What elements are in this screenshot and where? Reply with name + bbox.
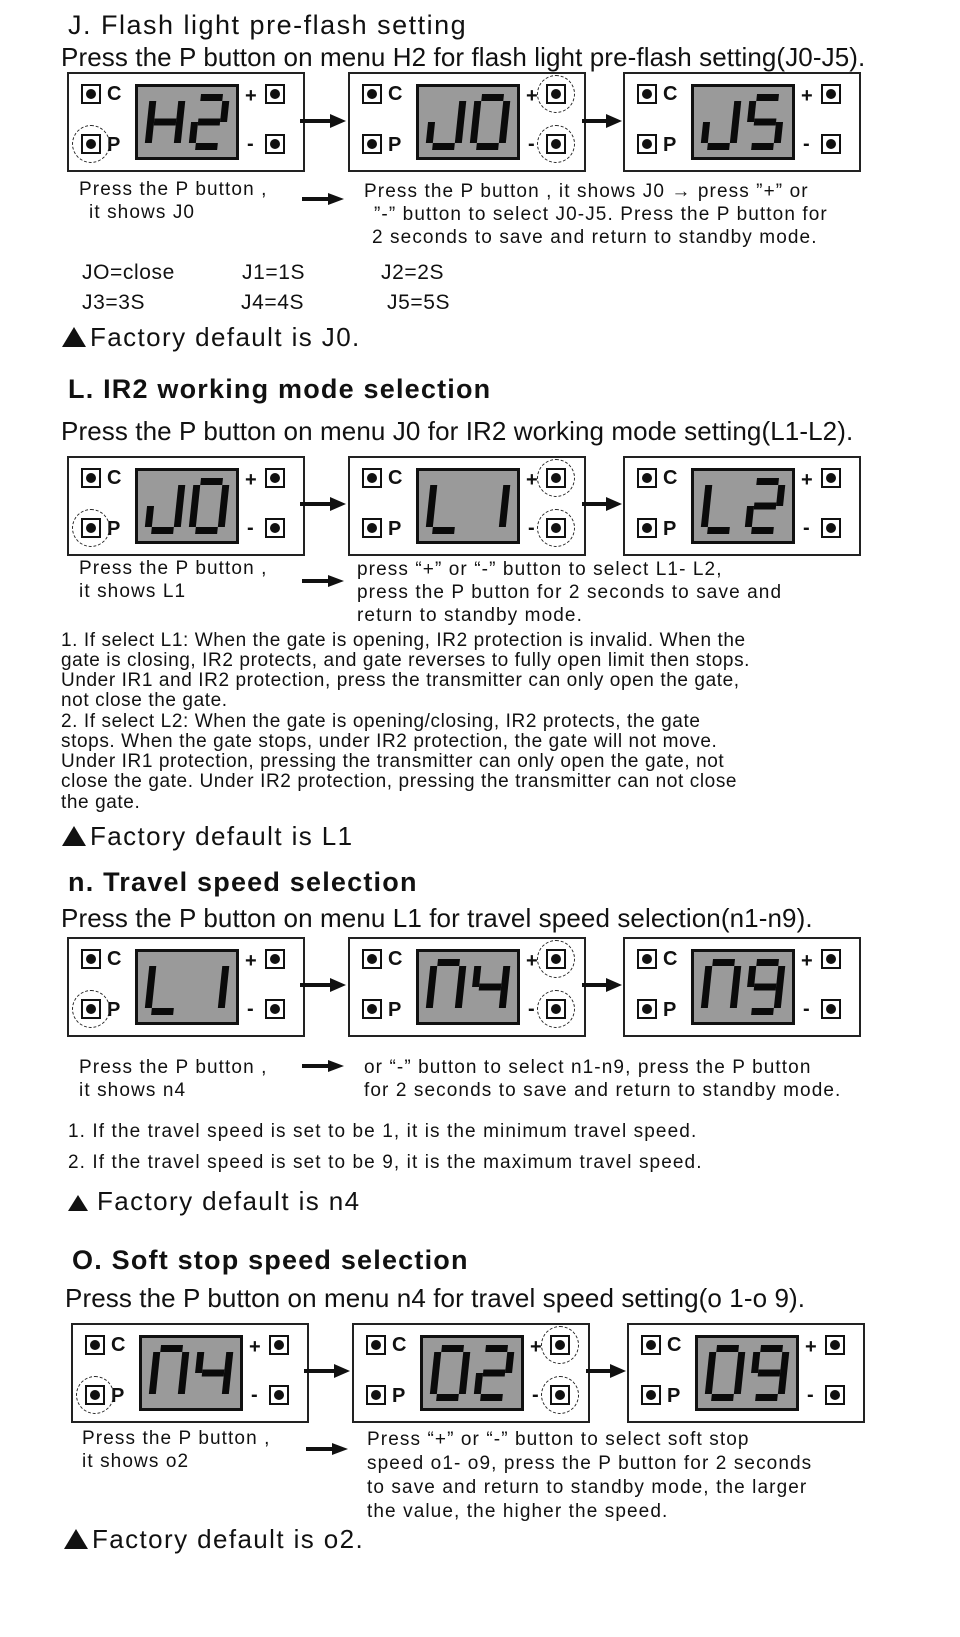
arrow-icon <box>300 978 346 992</box>
lcd-display <box>135 84 239 160</box>
factory-default <box>68 1188 361 1214</box>
p-label: P <box>107 134 121 156</box>
right-caption: for 2 seconds to save and return to standby mode. <box>364 1080 842 1101</box>
note-line: 1. If the travel speed is set to be 1, it is the minimum travel speed. <box>68 1121 698 1142</box>
lcd-segment <box>472 101 481 122</box>
lcd-segment <box>499 506 508 527</box>
minus-key[interactable] <box>265 999 285 1019</box>
section-o-subtitle: Press the P button on menu n4 for travel speed setting(o 1-o 9). <box>65 1283 806 1313</box>
value-item: J4=4S <box>241 291 305 314</box>
lcd-segment <box>707 527 730 534</box>
p-label: P <box>107 518 121 540</box>
lcd-segment <box>441 1345 464 1352</box>
note-line: 2. If the travel speed is set to be 9, it is the maximum travel speed. <box>68 1152 703 1173</box>
right-caption: 2 seconds to save and return to standby mode. <box>372 227 818 248</box>
plus-key[interactable] <box>265 468 285 488</box>
section-n-title: n. Travel speed selection <box>68 867 418 897</box>
c-label: C <box>663 467 678 489</box>
p-label: P <box>388 134 402 156</box>
lcd-segment <box>756 478 779 485</box>
panel-j-2 <box>348 72 586 172</box>
lcd-display <box>416 949 520 1025</box>
arrow-icon <box>306 1443 348 1455</box>
lcd-segment <box>189 506 198 527</box>
lcd-segment <box>436 1394 459 1401</box>
panel-o-2 <box>352 1323 590 1423</box>
c-key[interactable] <box>85 1335 105 1355</box>
lcd-segment <box>754 503 777 510</box>
note-line: 2. If select L2: When the gate is opening/closing, IR2 protects, the gate <box>61 711 701 732</box>
note-line: close the gate. Under IR2 protection, pressing the transmitter can not close <box>61 771 738 792</box>
c-label: C <box>388 467 403 489</box>
panel-j-1 <box>67 72 305 172</box>
right-caption: return to standby mode. <box>357 605 583 626</box>
lcd-display <box>691 949 795 1025</box>
c-key[interactable] <box>641 1335 661 1355</box>
seven-segment-digits <box>694 87 792 157</box>
lcd-segment <box>160 1345 183 1352</box>
lcd-segment <box>151 527 174 534</box>
minus-key[interactable] <box>821 518 841 538</box>
lcd-segment <box>476 143 499 150</box>
minus-key[interactable] <box>269 1385 289 1405</box>
lcd-segment <box>178 1373 187 1394</box>
right-caption: or “-” button to select n1-n9, press the P button <box>364 1057 812 1078</box>
lcd-segment <box>776 485 785 506</box>
c-label: C <box>388 948 403 970</box>
panel-l-1 <box>67 456 305 556</box>
lcd-segment <box>174 506 183 527</box>
lcd-segment <box>751 1008 774 1015</box>
lcd-segment <box>198 119 221 126</box>
lcd-segment <box>145 506 154 527</box>
c-label: C <box>388 83 403 105</box>
c-key[interactable] <box>366 1335 386 1355</box>
lcd-segment <box>195 143 218 150</box>
arrow-icon <box>300 114 346 128</box>
right-caption: the value, the higher the speed. <box>367 1501 669 1522</box>
left-caption: Press the P button , <box>79 1057 268 1078</box>
lcd-segment <box>751 143 774 150</box>
seven-segment-digits <box>138 952 236 1022</box>
panel-o-1 <box>71 1323 309 1423</box>
seven-segment-digits <box>138 471 236 541</box>
minus-label: - <box>803 133 810 155</box>
factory-default-text: Factory default is o2. <box>92 1524 365 1554</box>
minus-key[interactable] <box>821 134 841 154</box>
right-caption: Press “+” or “-” button to select soft stop <box>367 1429 750 1450</box>
plus-key[interactable] <box>265 949 285 969</box>
minus-label: - <box>807 1384 814 1406</box>
press-indicator <box>537 125 575 163</box>
c-key[interactable] <box>81 949 101 969</box>
seven-segment-digits <box>419 87 517 157</box>
p-label: P <box>388 999 402 1021</box>
lcd-segment <box>776 966 785 987</box>
c-label: C <box>107 948 122 970</box>
section-j-title: J. Flash light pre-flash setting <box>68 10 468 40</box>
right-caption: to save and return to standby mode, the larger <box>367 1477 808 1498</box>
lcd-segment <box>780 1352 789 1373</box>
lcd-segment <box>180 1352 189 1373</box>
lcd-segment <box>195 527 218 534</box>
minus-label: - <box>247 517 254 539</box>
factory-default <box>62 823 354 849</box>
lcd-segment <box>701 506 710 527</box>
c-key[interactable] <box>362 468 382 488</box>
lcd-segment <box>457 966 466 987</box>
press-indicator <box>537 459 575 497</box>
plus-label: + <box>801 950 813 972</box>
right-caption: speed o1- o9, press the P button for 2 seconds <box>367 1453 813 1474</box>
lcd-segment <box>703 966 712 987</box>
arrow-icon <box>586 1364 626 1378</box>
press-indicator <box>537 990 575 1028</box>
c-key[interactable] <box>362 84 382 104</box>
note-line: Under IR1 and IR2 protection, press the transmitter can only open the gate, <box>61 670 740 691</box>
minus-label: - <box>528 998 535 1020</box>
press-indicator <box>76 1376 114 1414</box>
press-indicator <box>537 509 575 547</box>
lcd-display <box>139 1335 243 1411</box>
p-label: P <box>663 134 677 156</box>
lcd-segment <box>499 122 508 143</box>
value-item: JO=close <box>82 261 175 284</box>
c-key[interactable] <box>637 468 657 488</box>
p-label: P <box>663 999 677 1021</box>
right-caption: press “+” or “-” button to select L1- L2, <box>357 559 723 580</box>
arrow-icon <box>302 1060 344 1072</box>
press-indicator <box>537 940 575 978</box>
value-item: J1=1S <box>242 261 306 284</box>
lcd-segment <box>430 1373 439 1394</box>
plus-label: + <box>526 469 538 491</box>
left-caption: it shows J0 <box>89 202 196 223</box>
p-key[interactable] <box>362 518 382 538</box>
p-label: P <box>663 518 677 540</box>
lcd-segment <box>218 987 227 1008</box>
c-label: C <box>667 1334 682 1356</box>
lcd-display <box>420 1335 524 1411</box>
minus-label: - <box>803 998 810 1020</box>
lcd-segment <box>461 1352 470 1373</box>
lcd-segment <box>505 1352 514 1373</box>
factory-default-text: Factory default is L1 <box>90 821 354 851</box>
plus-label: + <box>245 85 257 107</box>
factory-default-text: Factory default is J0. <box>90 322 361 352</box>
section-o-title: O. Soft stop speed selection <box>72 1245 469 1275</box>
warning-triangle-icon <box>62 826 86 846</box>
plus-key[interactable] <box>821 84 841 104</box>
lcd-segment <box>711 1394 734 1401</box>
p-label: P <box>107 999 121 1021</box>
lcd-segment <box>151 1008 174 1015</box>
left-caption: Press the P button , <box>79 558 268 579</box>
lcd-segment <box>426 122 435 143</box>
lcd-segment <box>432 143 455 150</box>
plus-label: + <box>530 1336 542 1358</box>
lcd-segment <box>501 966 510 987</box>
lcd-segment <box>734 1373 743 1394</box>
p-label: P <box>392 1385 406 1407</box>
lcd-segment <box>470 122 479 143</box>
panel-n-3 <box>623 937 861 1037</box>
arrow-icon <box>302 575 344 587</box>
lcd-segment <box>705 1373 714 1394</box>
lcd-segment <box>501 485 510 506</box>
arrow-icon <box>582 114 622 128</box>
section-n-subtitle: Press the P button on menu L1 for travel speed selection(n1-n9). <box>61 903 813 933</box>
lcd-segment <box>754 119 777 126</box>
lcd-segment <box>751 527 774 534</box>
panel-n-2 <box>348 937 586 1037</box>
c-key[interactable] <box>81 84 101 104</box>
c-key[interactable] <box>637 949 657 969</box>
lcd-segment <box>755 1394 778 1401</box>
plus-key[interactable] <box>821 949 841 969</box>
plus-label: + <box>245 950 257 972</box>
p-key[interactable] <box>637 134 657 154</box>
lcd-segment <box>218 506 227 527</box>
plus-label: + <box>801 469 813 491</box>
note-line: stops. When the gate stops, under IR2 protection, the gate will not move. <box>61 731 718 752</box>
lcd-segment <box>483 1370 506 1377</box>
p-label: P <box>111 1385 125 1407</box>
warning-triangle-icon <box>64 1529 88 1549</box>
lcd-segment <box>716 1345 739 1352</box>
plus-key[interactable] <box>265 84 285 104</box>
p-key[interactable] <box>637 999 657 1019</box>
seven-segment-digits <box>419 952 517 1022</box>
factory-default <box>64 1526 364 1552</box>
lcd-display <box>695 1335 799 1411</box>
lcd-segment <box>151 1352 160 1373</box>
lcd-segment <box>145 987 154 1008</box>
lcd-segment <box>455 122 464 143</box>
plus-label: + <box>805 1336 817 1358</box>
c-label: C <box>107 83 122 105</box>
note-line: gate is closing, IR2 protects, and gate reverses to fully open limit then stops. <box>61 650 751 671</box>
section-l-subtitle: Press the P button on menu J0 for IR2 working mode setting(L1-L2). <box>61 416 854 446</box>
value-item: J5=5S <box>387 291 451 314</box>
plus-label: + <box>526 950 538 972</box>
note-line: not close the gate. <box>61 690 228 711</box>
lcd-segment <box>432 527 455 534</box>
lcd-display <box>691 84 795 160</box>
p-key[interactable] <box>362 134 382 154</box>
seven-segment-digits <box>419 471 517 541</box>
lcd-segment <box>220 966 229 987</box>
lcd-segment <box>703 485 712 506</box>
left-caption: it shows L1 <box>79 581 187 602</box>
lcd-segment <box>760 1345 783 1352</box>
lcd-segment <box>224 1352 233 1373</box>
left-caption: Press the P button , <box>79 179 268 200</box>
minus-key[interactable] <box>265 134 285 154</box>
plus-key[interactable] <box>821 468 841 488</box>
arrow-icon <box>300 497 346 511</box>
section-j-subtitle: Press the P button on menu H2 for flash light pre-flash setting(J0-J5). <box>61 42 866 72</box>
plus-key[interactable] <box>825 1335 845 1355</box>
minus-key[interactable] <box>825 1385 845 1405</box>
lcd-segment <box>189 122 198 143</box>
plus-label: + <box>245 469 257 491</box>
press-indicator <box>541 1376 579 1414</box>
lcd-segment <box>756 959 779 966</box>
lcd-segment <box>485 1345 508 1352</box>
p-label: P <box>667 1385 681 1407</box>
minus-label: - <box>803 517 810 539</box>
plus-label: + <box>526 85 538 107</box>
c-label: C <box>392 1334 407 1356</box>
lcd-display <box>691 468 795 544</box>
panel-l-2 <box>348 456 586 556</box>
lcd-segment <box>455 987 464 1008</box>
warning-triangle-icon <box>62 327 86 347</box>
seven-segment-digits <box>423 1338 521 1408</box>
p-key[interactable] <box>637 518 657 538</box>
arrow-icon <box>582 978 622 992</box>
arrow-icon <box>302 193 344 205</box>
lcd-display <box>135 468 239 544</box>
press-indicator <box>541 1326 579 1364</box>
lcd-segment <box>745 506 754 527</box>
lcd-segment <box>707 1352 716 1373</box>
value-item: J3=3S <box>82 291 146 314</box>
lcd-segment <box>457 101 466 122</box>
plus-label: + <box>801 85 813 107</box>
lcd-segment <box>732 101 741 122</box>
lcd-segment <box>147 966 156 987</box>
note-line: the gate. <box>61 792 141 813</box>
lcd-segment <box>701 987 710 1008</box>
minus-label: - <box>247 998 254 1020</box>
lcd-segment <box>191 485 200 506</box>
lcd-segment <box>480 1394 503 1401</box>
lcd-segment <box>220 101 229 122</box>
c-label: C <box>663 948 678 970</box>
p-key[interactable] <box>366 1385 386 1405</box>
lcd-segment <box>145 122 154 143</box>
lcd-segment <box>154 119 177 126</box>
right-caption: ”-” button to select J0-J5. Press the P button for <box>374 204 828 225</box>
c-label: C <box>663 83 678 105</box>
press-indicator <box>72 125 110 163</box>
p-key[interactable] <box>641 1385 661 1405</box>
right-caption: Press the P button , it shows J0 → press ”+” or <box>364 181 809 202</box>
lcd-segment <box>202 1370 225 1377</box>
lcd-segment <box>479 984 502 991</box>
seven-segment-digits <box>142 1338 240 1408</box>
lcd-segment <box>426 987 435 1008</box>
panel-n-1 <box>67 937 305 1037</box>
lcd-segment <box>428 485 437 506</box>
left-caption: it shows n4 <box>79 1080 187 1101</box>
seven-segment-digits <box>694 952 792 1022</box>
note-line: Under IR1 protection, pressing the transmitter can only open the gate, not <box>61 751 725 772</box>
press-indicator <box>72 990 110 1028</box>
lcd-display <box>135 949 239 1025</box>
warning-triangle-icon <box>68 1195 88 1211</box>
seven-segment-digits <box>698 1338 796 1408</box>
section-l-title: L. IR2 working mode selection <box>68 374 492 404</box>
lcd-segment <box>701 122 710 143</box>
lcd-segment <box>474 1373 483 1394</box>
factory-default-text: Factory default is n4 <box>97 1186 361 1216</box>
lcd-segment <box>220 485 229 506</box>
seven-segment-digits <box>138 87 236 157</box>
panel-j-3 <box>623 72 861 172</box>
arrow-icon <box>582 497 622 511</box>
p-key[interactable] <box>362 999 382 1019</box>
seven-segment-digits <box>694 471 792 541</box>
minus-label: - <box>251 1384 258 1406</box>
arrow-icon <box>304 1364 350 1378</box>
lcd-segment <box>730 987 739 1008</box>
lcd-segment <box>437 959 460 966</box>
c-label: C <box>107 467 122 489</box>
lcd-segment <box>432 1352 441 1373</box>
right-caption: press the P button for 2 seconds to save and <box>357 582 783 603</box>
lcd-segment <box>732 966 741 987</box>
c-key[interactable] <box>362 949 382 969</box>
lcd-segment <box>176 485 185 506</box>
lcd-segment <box>501 101 510 122</box>
lcd-segment <box>176 101 185 122</box>
left-caption: Press the P button , <box>82 1428 271 1449</box>
left-caption: it shows o2 <box>82 1451 190 1472</box>
lcd-segment <box>149 1373 158 1394</box>
plus-key[interactable] <box>269 1335 289 1355</box>
lcd-segment <box>712 959 735 966</box>
lcd-segment <box>756 94 779 101</box>
c-key[interactable] <box>81 468 101 488</box>
lcd-segment <box>426 506 435 527</box>
minus-label: - <box>528 517 535 539</box>
lcd-segment <box>730 122 739 143</box>
note-line: 1. If select L1: When the gate is opening, IR2 protection is invalid. When the <box>61 630 746 651</box>
minus-label: - <box>247 133 254 155</box>
panel-o-3 <box>627 1323 865 1423</box>
panel-l-3 <box>623 456 861 556</box>
minus-label: - <box>528 133 535 155</box>
lcd-segment <box>200 94 223 101</box>
lcd-display <box>416 468 520 544</box>
press-indicator <box>72 509 110 547</box>
lcd-segment <box>200 478 223 485</box>
lcd-segment <box>481 94 504 101</box>
minus-key[interactable] <box>265 518 285 538</box>
minus-label: - <box>532 1384 539 1406</box>
minus-key[interactable] <box>821 999 841 1019</box>
press-indicator <box>537 75 575 113</box>
lcd-display <box>416 84 520 160</box>
plus-label: + <box>249 1336 261 1358</box>
lcd-segment <box>754 984 777 991</box>
lcd-segment <box>758 1370 781 1377</box>
c-label: C <box>111 1334 126 1356</box>
lcd-segment <box>707 143 730 150</box>
value-item: J2=2S <box>381 261 445 284</box>
lcd-segment <box>459 1373 468 1394</box>
factory-default <box>62 324 361 350</box>
lcd-segment <box>736 1352 745 1373</box>
lcd-segment <box>428 966 437 987</box>
p-label: P <box>388 518 402 540</box>
c-key[interactable] <box>637 84 657 104</box>
